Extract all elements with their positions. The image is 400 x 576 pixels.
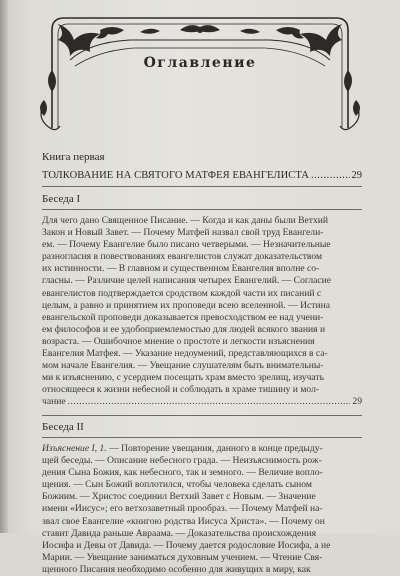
summary-line bbox=[42, 443, 362, 455]
section-summary-1 bbox=[42, 215, 362, 409]
summary-last-line bbox=[42, 396, 362, 408]
summary-line: целым, а равно и принятием их проповеди всею вселенной. — Истина bbox=[42, 299, 330, 311]
summary-line: возраста. — Ошибочное мнение о простоте и легкости изъяснения bbox=[42, 335, 315, 347]
summary-line: имени «Иисус»; его ветхозаветный прообраз. — Почему Матфей на- bbox=[42, 503, 323, 515]
summary-line: Для чего дано Священное Писание. — Когда и как даны были Ветхий bbox=[42, 215, 329, 226]
toc-main-entry bbox=[42, 170, 362, 181]
page-title: Оглавление bbox=[143, 55, 257, 71]
book-label: Книга первая bbox=[42, 151, 105, 163]
summary-line: относящееся к жизни небесной и соблюдать в храме тишину и мол- bbox=[42, 384, 320, 396]
summary-line: Марии. — Увещание заниматься духовным учением. — Чтение Свя- bbox=[42, 551, 323, 563]
leader-dots bbox=[68, 396, 351, 408]
summary-line: щей беседы. — Описание небесного града. — Неизъяснимость рож- bbox=[42, 455, 322, 467]
summary-line: ем. — Почему Евангелие было писано четверыми. — Незначительные bbox=[42, 239, 331, 251]
leader-dots bbox=[311, 170, 349, 181]
summary-line: евангелистов подтверждается сродством каждой части их писаний с bbox=[42, 287, 322, 299]
divider bbox=[42, 186, 362, 187]
summary-line: Иосифа и Девы от Давида. — Почему дается родословие Иосифа, а не bbox=[42, 539, 331, 551]
summary-line: гласны. — Различие целей написания четырех Евангелий. — Согласие bbox=[42, 275, 332, 287]
summary-line: чание bbox=[42, 396, 66, 408]
summary-line: ми к изъяснению, с усердием посещать храм вместо зрелищ, изучать bbox=[42, 372, 324, 384]
section-heading-2: Беседа II bbox=[42, 421, 84, 433]
summary-line: Закон и Новый Завет. — Почему Матфей назвал свой труд Евангели- bbox=[42, 227, 324, 239]
toc-main-page: 29 bbox=[351, 170, 362, 181]
summary-line: евангельской проповеди доказывается превосходством ее над учени- bbox=[42, 311, 324, 323]
summary-line: дения Сына Божия, как небесного, так и земного. — Величие вопло- bbox=[42, 467, 323, 479]
summary-line: щения. — Сын Божий воплотился, чтобы человека сделать сыном bbox=[42, 479, 312, 491]
section-summary-2 bbox=[42, 443, 362, 576]
summary-line: Божиим. — Христос соединил Ветхий Завет с Новым. — Значение bbox=[42, 491, 316, 503]
summary-line: разногласия в повествованиях евангелистов служат доказательством bbox=[42, 251, 323, 263]
summary-line: Евангелия Матфея. — Указание недоумений, представляющихся в са- bbox=[42, 348, 328, 360]
summary-line: их истинности. — В главном и существенном Евангелия вполне со- bbox=[42, 263, 320, 275]
scripture-reference: Изъяснение I, 1. bbox=[42, 443, 107, 454]
summary-line: ставит Давида раньше Авраама. — Доказательства происхождения bbox=[42, 527, 316, 539]
summary-line-text: — Повторение увещания, данного в конце предыду- bbox=[106, 443, 323, 454]
divider bbox=[42, 209, 362, 210]
divider bbox=[42, 437, 362, 438]
section-page-number: 29 bbox=[352, 396, 362, 408]
summary-line: ем философов и ее удобоприемлемостью для людей всякого звания и bbox=[42, 323, 326, 335]
section-heading-1: Беседа I bbox=[42, 193, 81, 205]
toc-main-title: ТОЛКОВАНИЕ НА СВЯТОГО МАТФЕЯ ЕВАНГЕЛИСТА bbox=[42, 170, 310, 181]
divider bbox=[42, 415, 362, 416]
summary-line: мом начале Евангелия. — Увещание слушателям быть внимательны- bbox=[42, 360, 324, 372]
summary-line: щенного Писания необходимо особенно для живущих в миру, как bbox=[42, 563, 311, 575]
summary-line: звал свое Евангелие «книгою родства Иисуса Христа». — Почему он bbox=[42, 515, 325, 527]
